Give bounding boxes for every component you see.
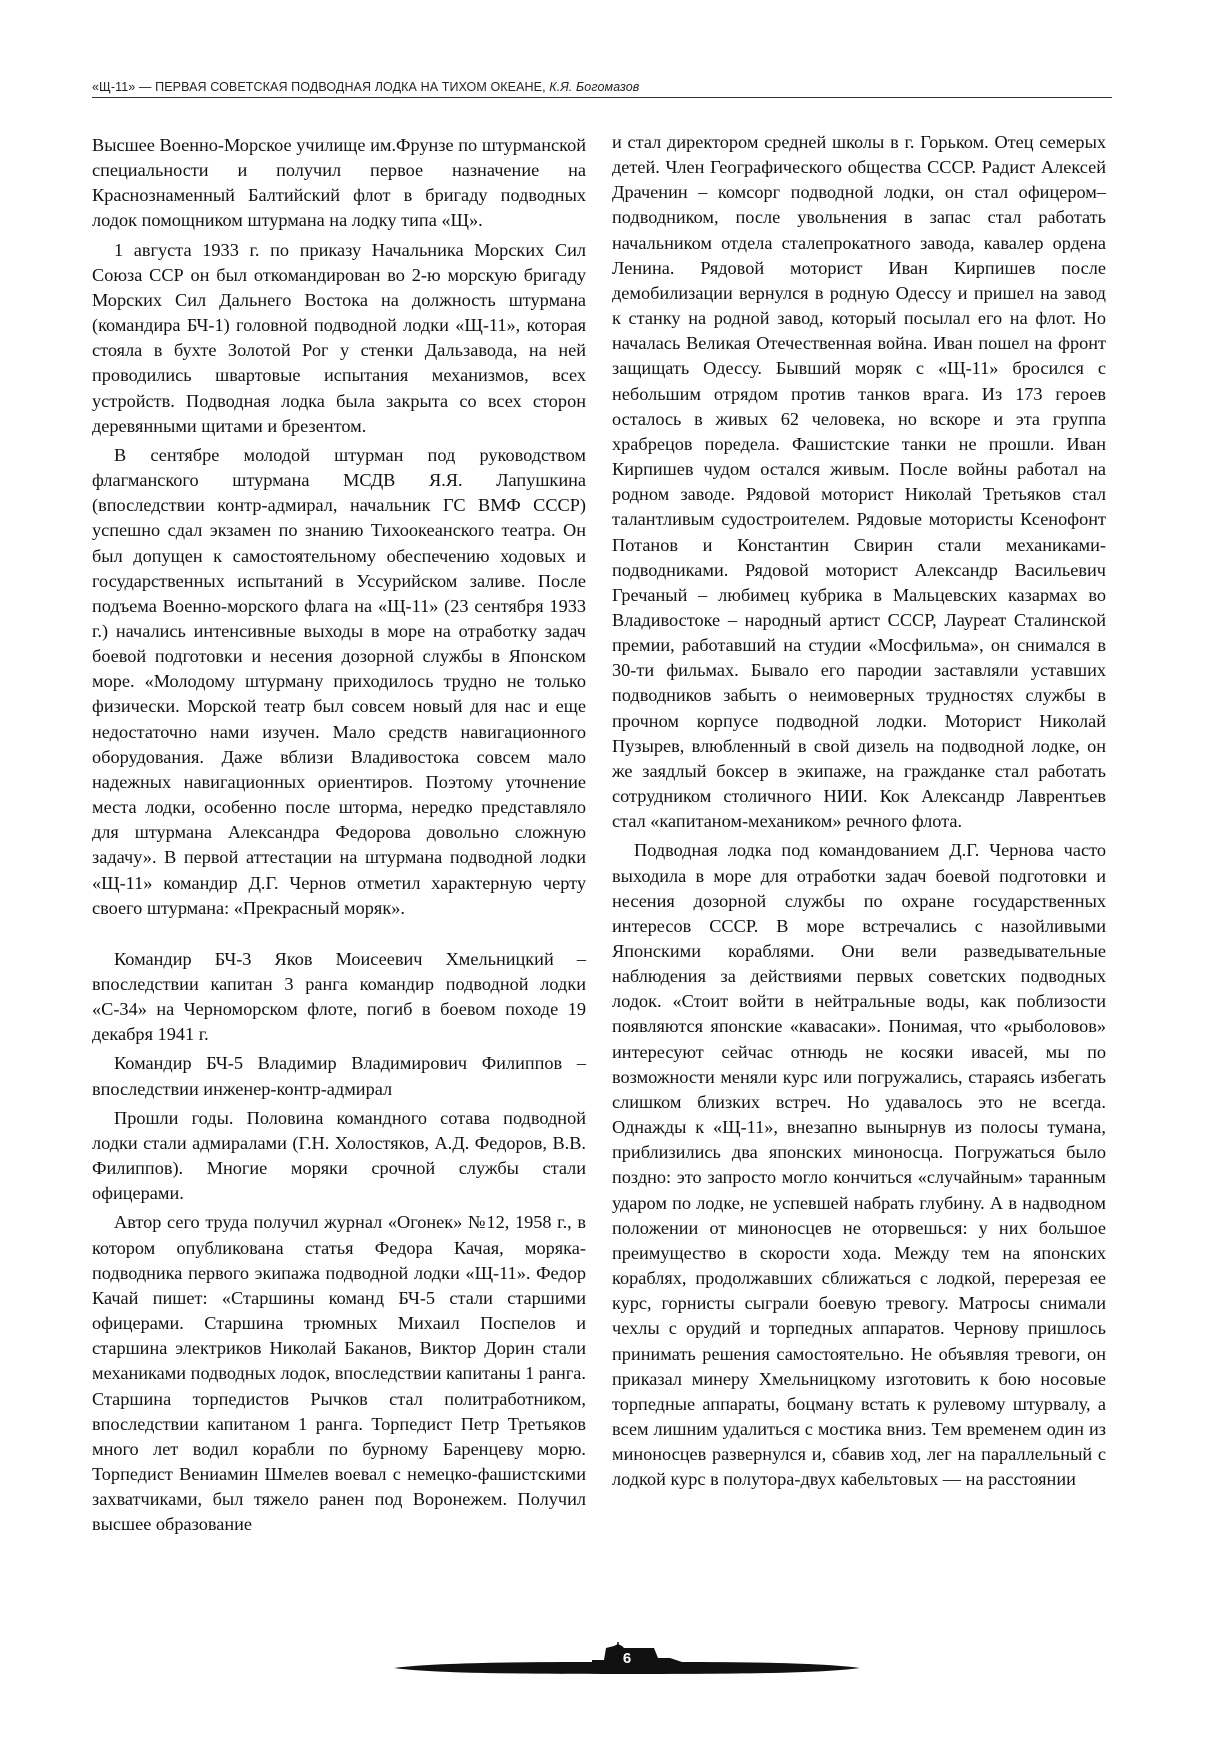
paragraph: Командир БЧ-5 Владимир Владимирович Филиппов –впоследствии инженер-контр-адмирал: [92, 1053, 586, 1099]
paragraph: 1 августа 1933 г. по приказу Начальника Морских Сил Союза ССР он был откомандирован во 2-ю морскую бригаду Морских Сил Дальнего Востока на должность штурмана (командира БЧ-1) головной подводной лодки «Щ-11», которая стояла в бухте Золотой Рог у стенки Дальзавода, на ней проводились швартовые испытания механизмов, всех устройств. Подводная лодка была закрыта со всех сторон деревянными щитами и брезентом.: [92, 239, 586, 436]
paragraph: Подводная лодка под командованием Д.Г. Чернова часто выходила в море для отработки задач боевой подготовки и несения дозорной службы по охране государственных интересов СССР. В море встречались с назойливыми Японскими кораблями. Они вели разведывательные наблюдения за действиями первых советских подводных лодок. «Стоит войти в нейтральные воды, как поблизости появляются японские «кавасаки». Понимая, что «рыболовов» интересуют сейчас отнюдь не косяки ивасей, мы по возможности меняли курс или погружались, стараясь избегать слишком близких встреч. Но удавалось это не всегда. Однажды к «Щ-11», внезапно вынырнув из полосы тумана, приблизились два японских миноносца. Погружаться было поздно: это запросто могло кончиться «случайным» таранным ударом по лодке, не успевшей набрать глубину. А в надводном положении от миноносцев не оторвешься: у них большое преимущество в скорости хода. Между тем на японских кораблях, продолжавших сближаться с лодкой, перерезая ее курс, горнисты сыграли боевую тревогу. Матросы снимали чехлы с орудий и торпедных аппаратов. Чернову пришлось принимать решения самостоятельно. Не объявляя тревоги, он приказал минеру Хмельницкому изготовить к бою носовые торпедные аппараты, боцману встать к рулевому штурвалу, а всем лишним удалиться с мостика вниз. Тем временем один из миноносцев развернулся и, сбавив ход, лег на параллельный с лодкой курс в полутора-двух кабельтовых — на расстоянии: [612, 840, 1106, 1490]
running-header: [92, 80, 1112, 98]
right-column: [612, 130, 1106, 1496]
page-footer: [392, 1642, 862, 1682]
header-author: К.Я. Богомазов: [549, 80, 640, 94]
paragraph: Командир БЧ-3 Яков Моисеевич Хмельницкий – впоследствии капитан 3 ранга командир подводной лодки «С-34» на Черноморском флоте, погиб в боевом походе 19 декабря 1941 г.: [92, 948, 586, 1045]
paragraph: и стал директором средней школы в г. Горьком. Отец семерых детей. Член Географического общества СССР. Радист Алексей Драченин – комсорг подводной лодки, он стал офицером– подводником, после увольнения в запас стал работать начальником отдела сталепрокатного завода, кавалер ордена Ленина. Рядовой моторист Иван Кирпишев после демобилизации вернулся в родную Одессу и пришел на завод к станку на родной завод, который посылал его на флот. Но началась Великая Отечественная война. Иван пошел на фронт защищать Одессу. Бывший моряк с «Щ-11» бросился с небольшим отрядом против танков врага. Из 173 героев осталось в живых 62 человека, но вскоре и эта группа храбрецов поредела. Фашистские танки не прошли. Иван Кирпишев чудом остался живым. После войны работал на родном заводе. Рядовой моторист Николай Третьяков стал талантливым судостроителем. Рядовые мотористы Ксенофонт Потанов и Константин Свирин стали механиками-подводниками. Рядовой моторист Александр Васильевич Гречаный – любимец кубрика в Мальцевских казармах во Владивостоке – народный артист СССР, Лауреат Сталинской премии, работавший на студии «Мосфильма», он снимался в 30-ти фильмах. Бывало его пародии заставляли уставших подводников забыть о неимоверных трудностях службы в прочном корпусе подводной лодки. Моторист Николай Пузырев, влюбленный в свой дизель на подводной лодке, он же заядлый боксер в экипаже, на гражданке стал работать сотрудником столичного НИИ. Кок Александр Лаврентьев стал «капитаном-механиком» речного флота.: [612, 132, 1106, 832]
paragraph: Прошли годы. Половина командного сотава подводной лодки стали адмиралами (Г.Н. Холостяков, А.Д. Федоров, В.В. Филиппов). Многие моряки срочной службы стали офицерами.: [92, 1107, 586, 1204]
paragraph: Высшее Военно-Морское училище им.Фрунзе по штурманской специальности и получил первое назначение на Краснознаменный Балтийский флот в бригаду подводных лодок помощником штурмана на лодку типа «Щ».: [92, 135, 586, 231]
page-number: 6: [622, 1650, 632, 1667]
header-title: «Щ-11» — ПЕРВАЯ СОВЕТСКАЯ ПОДВОДНАЯ ЛОДКА НА ТИХОМ ОКЕАНЕ,: [92, 80, 546, 94]
left-column: [92, 133, 586, 1541]
paragraph: Автор сего труда получил журнал «Огонек» №12, 1958 г., в котором опубликована статья Федора Качая, моряка-подводника первого экипажа подводной лодки «Щ-11». Федор Качай пишет: «Старшины команд БЧ-5 стали старшими офицерами. Старшина трюмных Михаил Поспелов и старшина электриков Николай Баканов, Виктор Дорин стали механиками подводных лодок, впоследствии капитаны 1 ранга. Старшина торпедистов Рычков стал политработником, впоследствии капитаном 1 ранга. Торпедист Петр Третьяков много лет водил корабли по бурному Баренцеву морю. Торпедист Вениамин Шмелев воевал с немецко-фашистскими захватчиками, был тяжело ранен под Воронежем. Получил высшее образование: [92, 1212, 586, 1535]
paragraph: В сентябре молодой штурман под руководством флагманского штурмана МСДВ Я.Я. Лапушкина (впоследствии контр-адмирал, начальник ГС ВМФ СССР) успешно сдал экзамен по знанию Тихоокеанского театра. Он был допущен к самостоятельному обеспечению ходовых и государственных испытаний в Уссурийском заливе. После подъема Военно-морского флага на «Щ-11» (23 сентября 1933 г.) начались интенсивные выходы в море на отработку задач боевой подготовки и несения дозорной службы в Японском море. «Молодому штурману приходилось трудно не только физически. Морской театр был совсем новый для нас и еще недостаточно нами изучен. Мало средств навигационного оборудования. Даже вблизи Владивостока совсем мало надежных навигационных ориентиров. Поэтому уточнение места лодки, особенно после шторма, нередко представляло для штурмана Александра Федорова довольно сложную задачу». В первой аттестации на штурмана подводной лодки «Щ-11» командир Д.Г. Чернов отметил характерную черту своего штурмана: «Прекрасный моряк».: [92, 444, 586, 918]
